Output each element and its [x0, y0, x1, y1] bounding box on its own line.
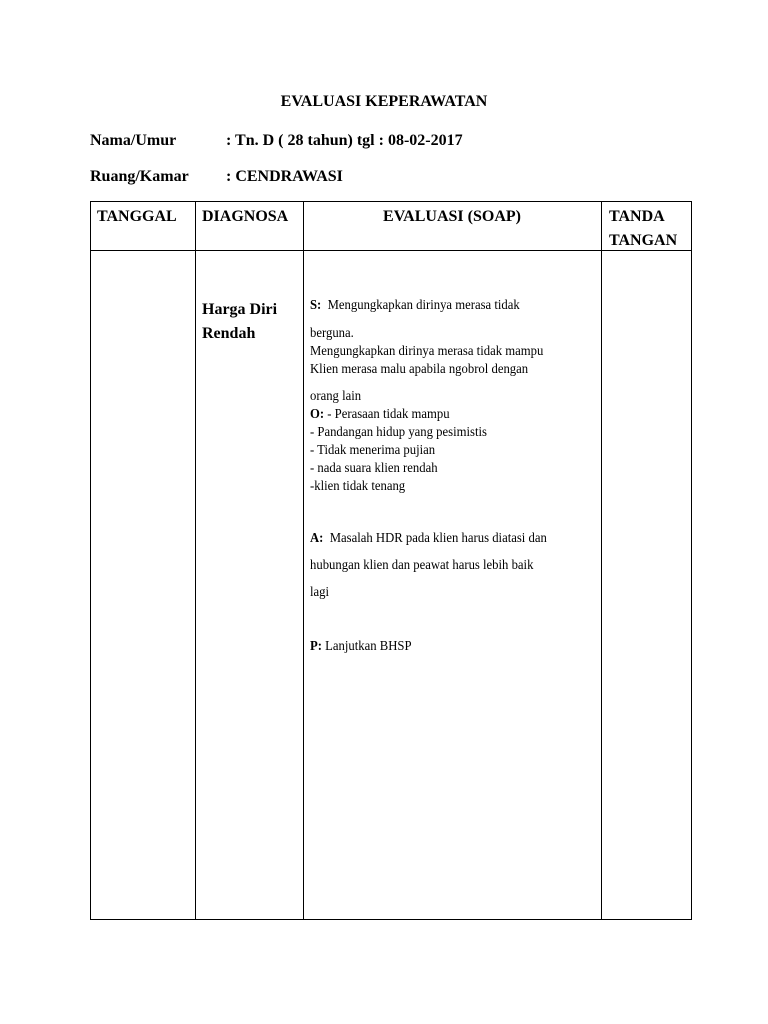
soap-p-label: P:	[310, 638, 322, 653]
soap-o-line4: - nada suara klien rendah	[310, 460, 438, 475]
soap-text: Lanjutkan BHSP	[325, 638, 412, 653]
name-label: Nama/Umur	[90, 132, 177, 149]
soap-a-line3: lagi	[310, 584, 330, 599]
soap-a-label: A:	[310, 530, 324, 545]
soap-a-line1	[310, 529, 578, 556]
diagnosa-cell: Harga Diri Rendah	[202, 301, 278, 342]
soap-text: Masalah HDR pada klien harus diatasi dan	[329, 530, 547, 545]
soap-cell	[310, 296, 578, 655]
page-title: EVALUASI KEPERAWATAN	[280, 93, 488, 110]
header-diagnosa: DIAGNOSA	[202, 208, 289, 225]
column-divider	[303, 202, 304, 919]
soap-o-line5: -klien tidak tenang	[310, 478, 406, 493]
soap-s-line4: Klien merasa malu apabila ngobrol dengan	[310, 361, 529, 376]
soap-s-line3: Mengungkapkan dirinya merasa tidak mampu	[310, 343, 544, 358]
soap-s-line1	[310, 296, 578, 324]
evaluation-table	[90, 201, 692, 920]
name-value: : Tn. D ( 28 tahun) tgl : 08-02-2017	[226, 132, 463, 149]
header-evaluasi: EVALUASI (SOAP)	[383, 208, 521, 225]
header-tanggal: TANGGAL	[97, 208, 177, 225]
soap-o-line3: - Tidak menerima pujian	[310, 442, 436, 457]
soap-s-line5: orang lain	[310, 388, 362, 403]
soap-p-line1	[310, 637, 578, 655]
header-divider	[91, 250, 691, 251]
column-divider	[601, 202, 602, 919]
soap-o-line1	[310, 405, 578, 423]
room-label: Ruang/Kamar	[90, 168, 189, 185]
patient-room-row	[90, 168, 343, 186]
soap-s-line2: berguna.	[310, 325, 354, 340]
patient-name-row	[90, 132, 463, 150]
room-value: : CENDRAWASI	[226, 168, 343, 185]
soap-s-label: S:	[310, 297, 322, 312]
soap-text: Mengungkapkan dirinya merasa tidak	[327, 297, 520, 312]
soap-a-line2: hubungan klien dan peawat harus lebih baik	[310, 557, 534, 572]
column-divider	[195, 202, 196, 919]
soap-text: - Perasaan tidak mampu	[327, 406, 450, 421]
header-tanda-tangan: TANDA TANGAN	[609, 208, 678, 249]
soap-o-line2: - Pandangan hidup yang pesimistis	[310, 424, 487, 439]
soap-o-label: O:	[310, 406, 325, 421]
